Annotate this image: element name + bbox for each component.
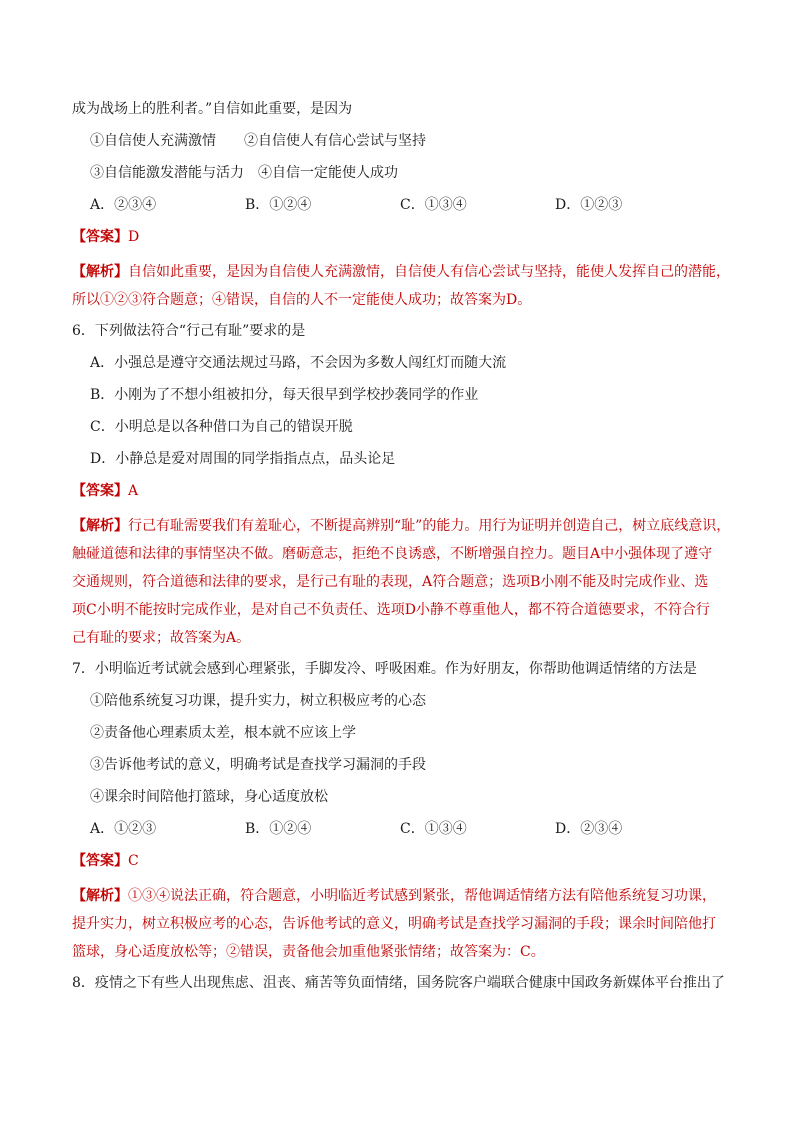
- q6-analysis: [72, 512, 734, 652]
- q5-answer: [72, 226, 734, 248]
- q6-answer: [72, 480, 734, 502]
- analysis-tag: 【解析】: [72, 518, 128, 534]
- q5-choices: [72, 194, 734, 216]
- q6-analysis-line: 行己有耻需要我们有羞耻心，不断提高辨别“耻”的能力。用行为证明并创造自己，树立底线意识，: [128, 518, 731, 534]
- q6-option-c: C．小明总是以各种借口为自己的错误开脱: [90, 419, 353, 435]
- q5-statement: ①自信使人充满激情 ②自信使人有信心尝试与坚持: [90, 133, 426, 149]
- q6-analysis-line: 项C小明不能按时完成作业，是对自己不负责任、选项D小静不尊重他人，都不符合道德要求，不符合行: [72, 602, 710, 618]
- q5-answer-value: D: [128, 229, 140, 245]
- q5-choice-b: B．①②④: [245, 197, 312, 213]
- q6-option-d: D．小静总是爱对周围的同学指指点点，品头论足: [90, 451, 396, 467]
- q5-choice-d: D．①②③: [555, 197, 623, 213]
- q5-statement: ③自信能激发潜能与活力 ④自信一定能使人成功: [90, 165, 398, 181]
- q7-analysis: [72, 882, 734, 966]
- q7-choice-d: D．②③④: [555, 821, 623, 837]
- q7-choices: [72, 818, 734, 840]
- q7-statement: ③告诉他考试的意义，明确考试是查找学习漏洞的手段: [90, 757, 426, 773]
- q5-analysis: [72, 258, 734, 314]
- q5-choice-c: C．①③④: [400, 197, 467, 213]
- q7-choice-c: C．①③④: [400, 821, 467, 837]
- q7-answer: [72, 850, 734, 872]
- q6-analysis-line: 触碰道德和法律的事情坚决不做。磨砺意志，拒绝不良诱惑，不断增强自控力。题目A中小强体现了遵守: [72, 546, 713, 562]
- document-page: [72, 98, 734, 1004]
- q7-choice-b: B．①②④: [245, 821, 312, 837]
- q7-statement: ①陪他系统复习功课，提升实力，树立积极应考的心态: [90, 693, 426, 709]
- q5-stem: 成为战场上的胜利者。”自信如此重要，是因为: [72, 101, 353, 117]
- q5-analysis-line: 所以①②③符合题意；④错误，自信的人不一定能使人成功；故答案为D。: [72, 292, 532, 308]
- q7-analysis-line: ①③④说法正确，符合题意，小明临近考试感到紧张，帮他调适情绪方法有陪他系统复习功课，: [128, 888, 716, 904]
- answer-tag: 【答案】: [72, 229, 128, 245]
- q8-stem: 8．疫情之下有些人出现焦虑、沮丧、痛苦等负面情绪，国务院客户端联合健康中国政务新媒体平台推出了: [72, 975, 725, 991]
- q6-option-b: B．小刚为了不想小组被扣分，每天很早到学校抄袭同学的作业: [90, 387, 479, 403]
- analysis-tag: 【解析】: [72, 264, 128, 280]
- q6-stem: 6．下列做法符合“行己有耻”要求的是: [72, 323, 306, 339]
- q7-analysis-line: 提升实力，树立积极应考的心态，告诉他考试的意义，明确考试是查找学习漏洞的手段；课余时间陪他打: [72, 916, 716, 932]
- q7-statement: ④课余时间陪他打篮球，身心适度放松: [90, 789, 328, 805]
- q7-statement: ②责备他心理素质太差，根本就不应该上学: [90, 725, 356, 741]
- q7-stem: 7．小明临近考试就会感到心理紧张，手脚发冷、呼吸困难。作为好朋友，你帮助他调适情绪的方法是: [72, 661, 697, 677]
- q5-choice-a: A．②③④: [90, 197, 157, 213]
- q6-analysis-line: 交通规则，符合道德和法律的要求，是行己有耻的表现，A符合题意；选项B小刚不能及时完成作业、选: [72, 574, 709, 590]
- answer-tag: 【答案】: [72, 853, 128, 869]
- q6-option-a: A．小强总是遵守交通法规过马路，不会因为多数人闯红灯而随大流: [90, 355, 507, 371]
- q7-answer-value: C: [128, 853, 139, 869]
- answer-tag: 【答案】: [72, 483, 128, 499]
- q7-analysis-line: 篮球，身心适度放松等；②错误，责备他会加重他紧张情绪；故答案为：C。: [72, 944, 545, 960]
- analysis-tag: 【解析】: [72, 888, 128, 904]
- q6-analysis-line: 己有耻的要求；故答案为A。: [72, 630, 251, 646]
- q6-answer-value: A: [128, 483, 139, 499]
- q5-analysis-line: 自信如此重要，是因为自信使人充满激情，自信使人有信心尝试与坚持，能使人发挥自己的潜能，: [128, 264, 730, 280]
- q7-choice-a: A．①②③: [90, 821, 157, 837]
